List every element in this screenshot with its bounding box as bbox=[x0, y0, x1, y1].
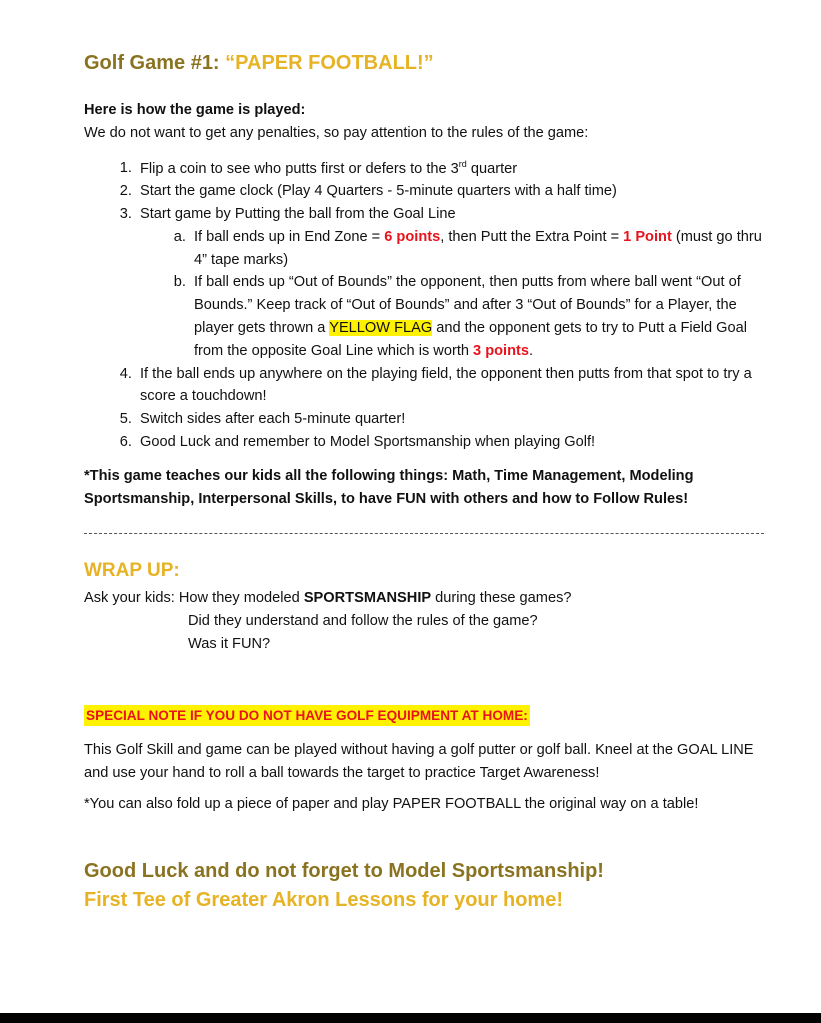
sportsmanship-bold: SPORTSMANSHIP bbox=[303, 590, 432, 606]
wrap-up-section bbox=[84, 560, 774, 655]
document-page bbox=[84, 52, 774, 510]
rule-3a bbox=[190, 226, 774, 272]
rule-3b bbox=[190, 271, 774, 362]
bottom-black-bar bbox=[0, 1013, 821, 1023]
dashed-divider bbox=[84, 533, 764, 534]
wrap-up-title: WRAP UP: bbox=[84, 560, 180, 581]
six-points: 6 points bbox=[384, 228, 441, 245]
yellow-flag-highlight: YELLOW FLAG bbox=[329, 320, 433, 337]
rule-1-sup: rd bbox=[458, 158, 467, 169]
wrap-question-3: Was it FUN? bbox=[188, 635, 271, 652]
special-note-section bbox=[84, 705, 774, 815]
title-quote: “PAPER FOOTBALL!” bbox=[225, 52, 434, 74]
rule-3b-text-3: . bbox=[529, 342, 534, 359]
intro-text: We do not want to get any penalties, so pay attention to the rules of the game: bbox=[84, 124, 589, 141]
rule-1-text-end: quarter bbox=[466, 160, 518, 177]
page-title bbox=[84, 52, 774, 75]
closing-section bbox=[84, 857, 784, 915]
wrap-q1-end: during these games? bbox=[431, 590, 572, 606]
wrap-q1-text: Ask your kids: How they modeled bbox=[84, 590, 304, 606]
rule-3a-text-2: , then Putt the Extra Point = bbox=[440, 228, 624, 245]
rule-3a-text-3: (must go thru 4” tape marks) bbox=[194, 228, 762, 268]
rule-3-text: Start game by Putting the ball from the Goal Line bbox=[140, 206, 456, 223]
closing-line-1: Good Luck and do not forget to Model Sportsmanship! bbox=[84, 860, 604, 882]
rules-list bbox=[84, 153, 774, 454]
special-note-paragraph: This Golf Skill and game can be played without having a golf putter or golf ball. Kneel at the GOAL LINE and use your hand to roll a ball towards the target to practice Target Awareness! bbox=[84, 742, 754, 781]
wrap-question-2: Did they understand and follow the rules of the game? bbox=[188, 612, 538, 629]
rule-1 bbox=[136, 153, 774, 181]
three-points: 3 points bbox=[473, 342, 529, 359]
rule-3a-text-1: If ball ends up in End Zone = bbox=[194, 228, 385, 245]
rule-4: 4. If the ball ends up anywhere on the playing field, the opponent then putts from that spot to try a score a touchdown! bbox=[136, 363, 774, 409]
rule-3-sublist bbox=[140, 226, 774, 363]
closing-line-2: First Tee of Greater Akron Lessons for your home! bbox=[84, 889, 563, 911]
teaches-paragraph: *This game teaches our kids all the following things: Math, Time Management, Modeling Sportsmanship, Interpersonal Skills, to have FUN with others and how to Follow Rules! bbox=[84, 467, 694, 507]
rule-6: 6. Good Luck and remember to Model Sportsmanship when playing Golf! bbox=[136, 431, 774, 454]
special-note-heading: SPECIAL NOTE IF YOU DO NOT HAVE GOLF EQUIPMENT AT HOME: bbox=[84, 705, 530, 726]
rule-3b-text-1: If ball ends up “Out of Bounds” the opponent, then putts from where ball went “Out of Bounds.” Keep track of “Out of Bounds” and after 3 “Out of Bounds” for a Player, the player gets thrown a bbox=[194, 274, 741, 337]
wrap-question-1 bbox=[84, 587, 774, 610]
rule-5: 5. Switch sides after each 5-minute quarter! bbox=[136, 408, 774, 431]
how-heading: Here is how the game is played: bbox=[84, 102, 306, 118]
rule-3 bbox=[136, 203, 774, 363]
title-prefix: Golf Game #1: bbox=[84, 52, 226, 74]
rule-2: 2. Start the game clock (Play 4 Quarters - 5-minute quarters with a half time) bbox=[136, 180, 774, 203]
rule-1-text: Flip a coin to see who putts first or defers to the 3 bbox=[140, 160, 459, 177]
rule-3b-text-2: and the opponent gets to try to Putt a Field Goal from the opposite Goal Line which is worth bbox=[194, 320, 747, 359]
one-point: 1 Point bbox=[623, 228, 672, 245]
special-note-paragraph-2: *You can also fold up a piece of paper and play PAPER FOOTBALL the original way on a table! bbox=[84, 795, 699, 812]
